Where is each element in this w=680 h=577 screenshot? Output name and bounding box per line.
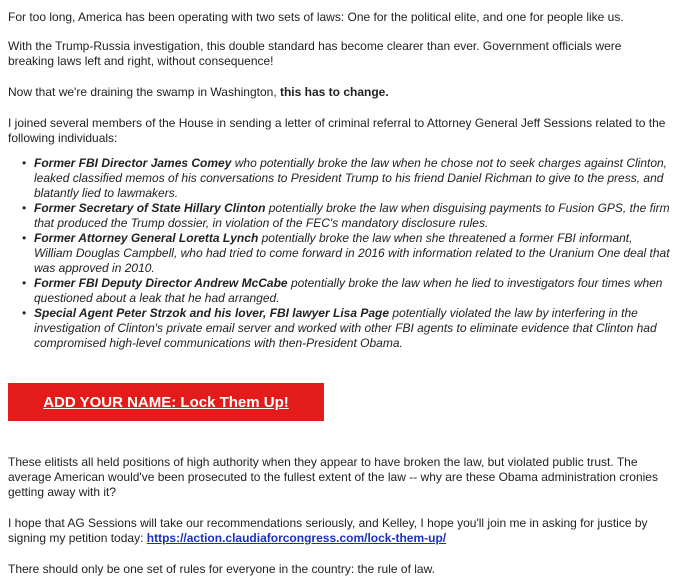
referral-name: Former Secretary of State Hillary Clinton (34, 201, 266, 215)
referral-intro-paragraph: I joined several members of the House in sending a letter of criminal referral to Attorney General Jeff Sessions related to the following individuals: (8, 116, 666, 145)
referral-name: Former FBI Deputy Director Andrew McCabe (34, 276, 288, 290)
referral-name: Former FBI Director James Comey (34, 156, 232, 170)
swamp-bold-text: this has to change. (279, 85, 389, 99)
swamp-paragraph (8, 85, 670, 100)
referral-text: potentially broke the law when he lied to investigators four times when questioned about a leak that he had arranged. (34, 276, 663, 305)
add-your-name-button[interactable] (8, 383, 324, 421)
list-item (22, 201, 670, 231)
bullet-icon: • (22, 276, 27, 290)
petition-link[interactable]: https://action.claudiaforcongress.com/lock-them-up/ (146, 531, 447, 545)
petition-text: I hope that AG Sessions will take our recommendations seriously, and Kelley, I hope you'll join me in asking for justice by signing my petition today: (8, 516, 648, 545)
referral-list (8, 156, 670, 351)
elitists-paragraph: These elitists all held positions of high authority when they appear to have broken the law, but violated public trust. The average American would've been prosecuted to the fullest extent of the law -- why are these Obama administration cronies getting away with it? (8, 455, 658, 499)
referral-text: who potentially broke the law when he chose not to seek charges against Clinton, leaked classified memos of his conversations to President Trump to his friend Daniel Richman to give to the press, and blatantly lied to lawmakers. (34, 156, 668, 200)
bullet-icon: • (22, 201, 27, 215)
referral-text: potentially broke the law when she threatened a former FBI informant, William Douglas Campbell, who had tried to come forward in 2016 with information related to the Uranium One deal that was approved in 2010. (34, 231, 670, 275)
bullet-icon: • (22, 156, 27, 170)
list-item (22, 156, 670, 201)
list-item (22, 231, 670, 276)
intro-paragraph: For too long, America has been operating with two sets of laws: One for the political elite, and one for people like us. (8, 10, 624, 24)
petition-paragraph (8, 516, 670, 546)
swamp-text: Now that we're draining the swamp in Washington, (8, 85, 280, 99)
list-item (22, 276, 670, 306)
referral-text: potentially violated the law by interfering in the investigation of Clinton's private email server and worked with other FBI agents to eliminate evidence that Clinton had compromised high-level communications with then-President Obama. (34, 306, 657, 350)
add-your-name-link[interactable]: ADD YOUR NAME: Lock Them Up! (43, 393, 289, 411)
bullet-icon: • (22, 231, 27, 245)
rule-of-law-paragraph: There should only be one set of rules for everyone in the country: the rule of law. (8, 562, 435, 576)
referral-name: Former Attorney General Loretta Lynch (34, 231, 259, 245)
referral-text: potentially broke the law when disguising payments to Fusion GPS, the firm that produced the Trump dossier, in violation of the FEC's mandatory disclosure rules. (34, 201, 670, 230)
referral-name: Special Agent Peter Strzok and his lover, FBI lawyer Lisa Page (34, 306, 390, 320)
trump-russia-paragraph: With the Trump-Russia investigation, this double standard has become clearer than ever. Government officials were breaking laws left and right, without consequence! (8, 39, 622, 68)
bullet-icon: • (22, 306, 27, 320)
list-item (22, 306, 670, 351)
